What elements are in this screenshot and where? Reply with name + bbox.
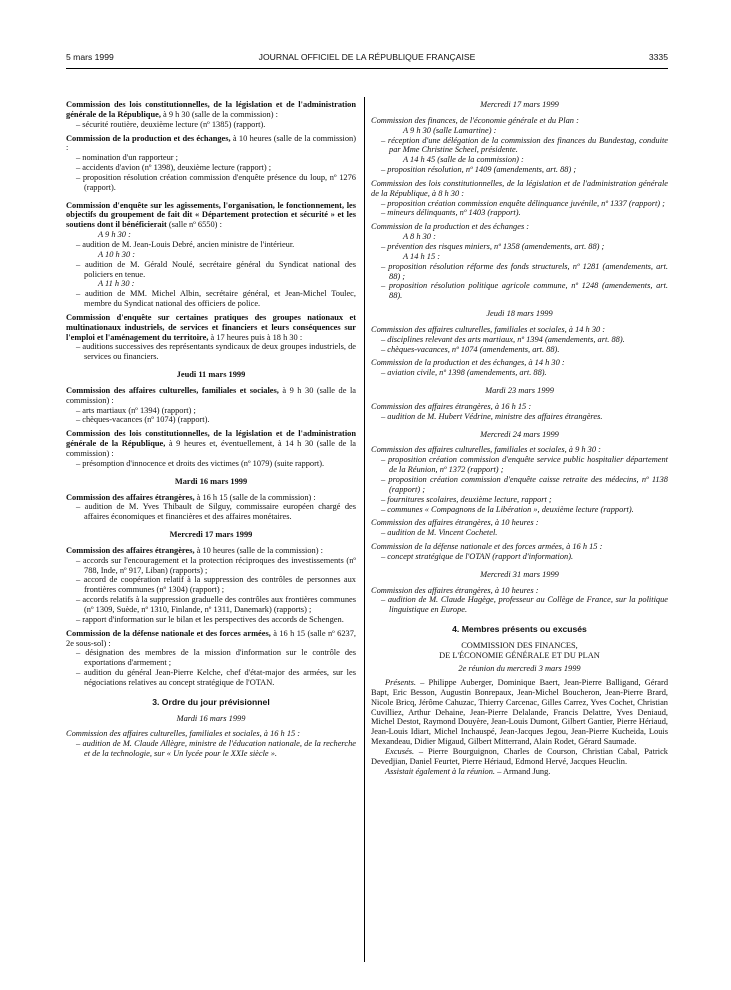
excuses-label: Excusés. <box>385 746 415 756</box>
agenda-item: – proposition résolution politique agricole commune, nº 1248 (amendements, art. 88). <box>381 281 668 301</box>
session-time: à 9 h 30 (salle de la commission) : <box>163 109 278 119</box>
agenda-item: – proposition création commission d'enquête caisse retraite des médecins, nº 1138 (rapport) ; <box>381 475 668 494</box>
session-time: A 10 h 30 : <box>98 249 136 259</box>
agenda-block-lois-2 <box>66 429 356 468</box>
left-column <box>66 100 356 763</box>
agenda-block-etrangeres-2 <box>371 518 668 538</box>
commission-heading: Commission des affaires étrangères, à 16 h 15 : <box>371 401 532 411</box>
commission-title: Commission de la production et des échanges, <box>66 133 231 143</box>
agenda-item: – accords relatifs à la suppression graduelle des contrôles aux frontières communes (nº 1309, Suède, nº 1310, Finlande, nº 1311, Danemark) (rapports) ; <box>76 595 356 614</box>
members-attending <box>371 767 668 777</box>
agenda-item: – proposition création commission enquête délinquance juvénile, nº 1337 (rapport) ; <box>381 198 665 208</box>
agenda-block-etrangeres <box>371 402 668 422</box>
agenda-block-production-2 <box>371 358 668 378</box>
session-time: A 14 h 15 : <box>403 251 441 261</box>
agenda-item: – rapport d'information sur le bilan et les perspectives des accords de Schengen. <box>76 614 344 624</box>
agenda-block-production <box>371 222 668 301</box>
agenda-item: – prévention des risques miniers, nº 1358 (amendements, art. 88) ; <box>381 241 605 251</box>
agenda-block-enquete-dps <box>66 201 356 309</box>
session-time: à 9 h 30 (salle de la commission) : <box>66 385 356 405</box>
agenda-item: – proposition création commission d'enquête service public hospitalier département de la Réunion, nº 1372 (rapport) ; <box>381 455 668 475</box>
agenda-item: – accidents d'avion (nº 1398), deuxième lecture (rapport) ; <box>76 163 272 173</box>
agenda-item: – aviation civile, nº 1398 (amendements, art. 88). <box>381 368 547 378</box>
agenda-item: – auditions successives des représentants syndicaux de deux groupes industriels, de services ou financiers. <box>76 342 356 362</box>
page-header <box>66 52 668 64</box>
date-heading: Mercredi 31 mars 1999 <box>480 569 559 579</box>
agenda-item: – audition de M. Jean-Louis Debré, ancien ministre de l'intérieur. <box>76 239 295 249</box>
date-heading: Mercredi 17 mars 1999 <box>480 100 559 109</box>
agenda-block-production-1 <box>66 134 356 193</box>
agenda-block-defense <box>371 542 668 562</box>
session-time: à 16 h 15 (salle de la commission) : <box>196 492 316 502</box>
agenda-item: – accord de coopération relatif à la suppression des contrôles de personnes aux frontières communes (nº 1304) (rapport) ; <box>76 575 356 595</box>
agenda-item: – concept stratégique de l'OTAN (rapport d'information). <box>381 551 574 561</box>
assistait-label: Assistait également à la réunion. <box>385 766 496 776</box>
meeting-title: 2e réunion du mercredi 3 mars 1999 <box>458 664 581 674</box>
commission-title: Commission des affaires étrangères, <box>66 492 195 502</box>
header-page-number: 3335 <box>648 52 668 62</box>
agenda-item: – audition de MM. Michel Albin, secrétaire général, et Jean-Michel Toulec, membre du Syndicat national des officiers de police. <box>76 289 356 309</box>
agenda-item: – audition de M. Yves Thibault de Silguy, commissaire européen chargé des affaires économiques et financières et des affaires monétaires. <box>76 502 356 522</box>
agenda-item: – accords sur l'encouragement et la protection réciproques des investissements (nº 788, Inde, nº 917, Liban) (rapports) ; <box>76 555 356 575</box>
commission-title: Commission des affaires culturelles, familiales et sociales, <box>66 385 279 395</box>
agenda-block-enquete-groupes <box>66 313 356 362</box>
right-column <box>371 100 668 776</box>
presents-list: – Philippe Auberger, Dominique Baert, Jean-Pierre Balligand, Gérard Bapt, Eric Besson, Augustin Bonrepaux, Jean-Michel Boucheron, Jean-Pierre Brard, Nicole Bricq, Jérôme Cahuzac, Thierry Carcenac, Gilles Carrez, Yves Cochet, Christian Cuvilliez, Arthur Dehaine, Jean-Pierre Delalande, Francis Delattre, Yves Deniaud, Michel Destot, Raymond Douyère, Jean-Louis Dumont, Gilbert Gantier, Pierre Hériaud, Jean-Louis Idiart, Michel Inchauspé, Jean-Jacques Jegou, Jean-Pierre Kucheida, Louis Mexandeau, Didier Migaud, Gilbert Mitterrand, Alain Rodet, Gérard Saumade. <box>371 678 669 747</box>
agenda-item: – proposition résolution, nº 1409 (amendements, art. 88) ; <box>381 165 577 175</box>
agenda-item: – communes « Compagnons de la Libération », deuxième lecture (rapport). <box>381 504 634 514</box>
agenda-item: – nomination d'un rapporteur ; <box>76 153 178 163</box>
column-divider <box>364 97 365 962</box>
session-time: A 14 h 45 (salle de la commission) : <box>403 155 524 165</box>
session-time: à 17 heures puis à 18 h 30 : <box>210 332 303 342</box>
agenda-item: – proposition résolution création commission d'enquête présence du loup, nº 1276 (rapport). <box>76 172 356 192</box>
commission-heading: Commission des lois constitutionnelles, de la législation et de l'administration générale de la République, à 8 h 30 : <box>371 178 668 198</box>
session-time: A 9 h 30 : <box>98 230 131 240</box>
session-time: à 9 heures et, éventuellement, à 14 h 30 (salle de la commission) : <box>66 439 356 458</box>
assistait-list: – Armand Jung. <box>497 766 551 776</box>
agenda-block-finances <box>371 116 668 175</box>
agenda-item: – présomption d'innocence et droits des victimes (nº 1079) (suite rapport). <box>76 458 325 468</box>
session-time: A 9 h 30 (salle Lamartine) : <box>403 125 497 135</box>
commission-heading: Commission des affaires culturelles, familiales et sociales, à 16 h 15 : <box>66 729 301 739</box>
session-time: A 11 h 30 : <box>98 279 135 289</box>
session-room: (salle nº 6550) : <box>168 220 222 230</box>
date-heading: Mardi 23 mars 1999 <box>485 386 554 396</box>
agenda-item: – disciplines relevant des arts martiaux, nº 1394 (amendements, art. 88). <box>381 334 625 344</box>
header-rule <box>66 68 668 69</box>
commission-title: Commission de la défense nationale et des forces armées, <box>66 628 271 638</box>
presents-label: Présents. <box>385 678 416 687</box>
agenda-block-lois <box>371 179 668 218</box>
agenda-block-etrangeres-1 <box>66 493 356 523</box>
agenda-item: – fournitures scolaires, deuxième lecture, rapport ; <box>381 494 552 504</box>
members-present <box>371 678 668 747</box>
agenda-item: – désignation des membres de la mission d'information sur le contrôle des exportations d'armement ; <box>76 648 356 668</box>
agenda-item: – sécurité routière, deuxième lecture (nº 1385) (rapport). <box>76 119 266 129</box>
commission-name-line: DE L'ÉCONOMIE GÉNÉRALE ET DU PLAN <box>439 650 600 660</box>
commission-name-line: COMMISSION DES FINANCES, <box>461 640 578 650</box>
agenda-item: – audition de M. Hubert Védrine, ministre des affaires étrangères. <box>381 411 603 421</box>
agenda-block-culturelles-2 <box>371 445 668 514</box>
agenda-item: – audition du général Jean-Pierre Kelche, chef d'état-major des armées, sur les négociations relatives au concept stratégique de l'OTAN. <box>76 668 356 687</box>
agenda-block-etrangeres-2 <box>66 546 356 625</box>
date-heading: Mercredi 17 mars 1999 <box>169 530 253 540</box>
commission-heading: Commission de la défense nationale et des forces armées, à 16 h 15 : <box>371 542 603 552</box>
date-heading: Jeudi 18 mars 1999 <box>486 309 553 319</box>
date-heading: Mercredi 24 mars 1999 <box>480 429 559 439</box>
commission-heading: Commission des affaires culturelles, familiales et sociales, à 14 h 30 : <box>371 324 606 334</box>
session-time: à 10 heures (salle de la commission) : <box>66 133 357 153</box>
agenda-item: – réception d'une délégation de la commission des finances du Bundestag, conduite par Mme Christine Scheel, présidente. <box>381 135 668 155</box>
agenda-item: – chèques-vacances (nº 1074) (rapport). <box>76 415 210 425</box>
date-heading: Mardi 16 mars 1999 <box>176 713 246 723</box>
commission-heading: Commission de la production et des échanges : <box>371 222 530 232</box>
agenda-block-culturelles-previsionnel <box>66 729 356 759</box>
agenda-block-culturelles <box>371 325 668 355</box>
session-time: A 8 h 30 : <box>403 232 436 242</box>
commission-title: Commission d'enquête sur certaines pratiques des groupes nationaux et multinationaux industriels, de services et financiers et leurs conséquences sur l'emploi et l'aménagement du territoire, <box>66 312 356 342</box>
session-time: à 16 h 15 (salle nº 6237, 2e sous-sol) : <box>66 628 357 648</box>
agenda-item: – audition de M. Vincent Cochetel. <box>381 528 498 538</box>
commission-heading: Commission de la production et des échanges, à 14 h 30 : <box>371 358 565 368</box>
commission-heading: Commission des affaires étrangères, à 10 heures : <box>371 518 539 528</box>
agenda-item: – arts martiaux (nº 1394) (rapport) ; <box>76 405 196 415</box>
agenda-item: – chèques-vacances, nº 1074 (amendements, art. 88). <box>381 344 560 354</box>
agenda-block-defense-1 <box>66 629 356 688</box>
header-date: 5 mars 1999 <box>66 52 114 62</box>
agenda-item: – audition de M. Gérald Noulé, secrétaire général du Syndicat national des policiers en tenue. <box>76 259 356 279</box>
header-journal-title: JOURNAL OFFICIEL DE LA RÉPUBLIQUE FRANÇAISE <box>258 52 476 62</box>
members-excused <box>371 747 668 767</box>
agenda-item: – audition de M. Claude Allègre, ministre de l'éducation nationale, de la recherche et de la technologie, sur « Un lycée pour le XXIe siècle ». <box>76 739 356 759</box>
agenda-item: – audition de M. Claude Hagège, professeur au Collège de France, sur la politique linguistique en Europe. <box>381 595 668 615</box>
agenda-block-lois-1 <box>66 100 356 130</box>
commission-heading: Commission des finances, de l'économie générale et du Plan : <box>371 115 579 125</box>
commission-title: Commission des affaires étrangères, <box>66 545 195 555</box>
agenda-block-culturelles-1 <box>66 386 356 425</box>
date-heading: Jeudi 11 mars 1999 <box>176 370 246 380</box>
excuses-list: – Pierre Bourguignon, Charles de Courson, Christian Cabal, Patrick Devedjian, Daniel Feurtet, Pierre Hériaud, Edmond Hervé, Jacques Heuclin. <box>371 746 668 766</box>
commission-heading: Commission des affaires étrangères, à 10 heures : <box>371 585 539 595</box>
session-time: à 10 heures (salle de la commission) : <box>196 545 323 555</box>
agenda-block-etrangeres-3 <box>371 586 668 616</box>
commission-title: Commission d'enquête sur les agissements, l'organisation, le fonctionnement, les objectifs du groupement de fait dit « Département protection et sécurité » et les soutiens dont il bénéficierait <box>66 200 356 230</box>
commission-heading: Commission des affaires culturelles, familiales et sociales, à 9 h 30 : <box>371 445 601 455</box>
date-heading: Mardi 16 mars 1999 <box>174 476 248 486</box>
section-heading: 4. Membres présents ou excusés <box>452 624 587 635</box>
section-heading: 3. Ordre du jour prévisionnel <box>152 696 270 707</box>
commission-title: Commission des lois constitutionnelles, de la législation et de l'administration générale de la République, <box>66 100 356 119</box>
commission-title: Commission des lois constitutionnelles, de la législation et de l'administration générale de la République, <box>66 429 356 449</box>
agenda-item: – mineurs délinquants, nº 1403 (rapport). <box>381 208 521 218</box>
agenda-item: – proposition résolution réforme des fonds structurels, nº 1281 (amendements, art. 88) ; <box>381 261 668 281</box>
